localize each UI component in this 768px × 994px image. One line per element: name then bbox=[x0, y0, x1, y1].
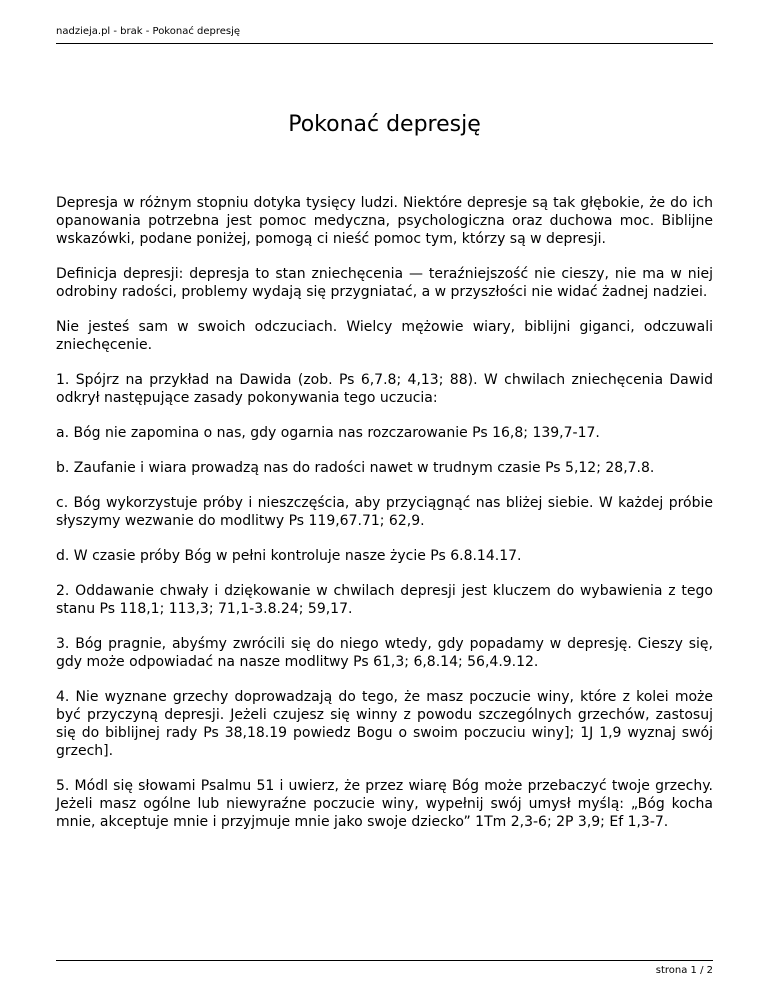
article-body bbox=[56, 194, 713, 848]
page-number: strona 1 / 2 bbox=[655, 965, 713, 976]
header-text: nadzieja.pl - brak - Pokonać depresję bbox=[56, 26, 241, 37]
paragraph-point-2: 2. Oddawanie chwały i dziękowanie w chwilach depresji jest kluczem do wybawienia z tego stanu Ps 118,1; 113,3; 71,1-3.8.24; 59,17. bbox=[56, 583, 713, 617]
paragraph-point-1d: d. W czasie próby Bóg w pełni kontroluje nasze życie Ps 6.8.14.17. bbox=[56, 548, 522, 564]
paragraph-point-1: 1. Spójrz na przykład na Dawida (zob. Ps 6,7.8; 4,13; 88). W chwilach zniechęcenia Dawid odkrył następujące zasady pokonywania tego uczucia: bbox=[56, 372, 713, 406]
paragraph-not-alone: Nie jesteś sam w swoich odczuciach. Wielcy mężowie wiary, biblijni giganci, odczuwali zniechęcenie. bbox=[56, 319, 713, 353]
paragraph-point-5: 5. Módl się słowami Psalmu 51 i uwierz, że przez wiarę Bóg może przebaczyć twoje grzechy. Jeżeli masz ogólne lub niewyraźne poczucie winy, wypełnij swój umysł myślą: „Bóg kocha mnie, akceptuje mnie i przyjmuje mnie jako swoje dziecko” 1Tm 2,3-6; 2P 3,9; Ef 1,3-7. bbox=[56, 778, 713, 830]
paragraph-point-1a: a. Bóg nie zapomina o nas, gdy ogarnia nas rozczarowanie Ps 16,8; 139,7-17. bbox=[56, 425, 600, 441]
page-header bbox=[56, 25, 713, 44]
paragraph-definition: Definicja depresji: depresja to stan zniechęcenia — teraźniejszość nie cieszy, nie ma w niej odrobiny radości, problemy wydają się przygniatać, a w przyszłości nie widać żadnej nadziei. bbox=[56, 266, 713, 300]
page-footer bbox=[56, 960, 713, 977]
page-title: Pokonać depresję bbox=[288, 112, 481, 137]
paragraph-intro: Depresja w różnym stopniu dotyka tysięcy ludzi. Niektóre depresje są tak głębokie, że do ich opanowania potrzebna jest pomoc medyczna, psychologiczna oraz duchowa moc. Biblijne wskazówki, podane poniżej, pomogą ci nieść pomoc tym, którzy są w depresji. bbox=[56, 195, 713, 247]
paragraph-point-1b: b. Zaufanie i wiara prowadzą nas do radości nawet w trudnym czasie Ps 5,12; 28,7.8. bbox=[56, 460, 655, 476]
paragraph-point-1c: c. Bóg wykorzystuje próby i nieszczęścia, aby przyciągnąć nas bliżej siebie. W każdej próbie słyszymy wezwanie do modlitwy Ps 119,67.71; 62,9. bbox=[56, 495, 713, 529]
paragraph-point-3: 3. Bóg pragnie, abyśmy zwrócili się do niego wtedy, gdy popadamy w depresję. Cieszy się, gdy może odpowiadać na nasze modlitwy Ps 61,3; 6,8.14; 56,4.9.12. bbox=[56, 636, 713, 670]
paragraph-point-4: 4. Nie wyznane grzechy doprowadzają do tego, że masz poczucie winy, które z kolei może być przyczyną depresji. Jeżeli czujesz się winny z powodu szczególnych grzechów, zastosuj się do biblijnej rady Ps 38,18.19 powiedz Bogu o swoim poczuciu winy]; 1J 1,9 wyznaj swój grzech]. bbox=[56, 689, 713, 759]
